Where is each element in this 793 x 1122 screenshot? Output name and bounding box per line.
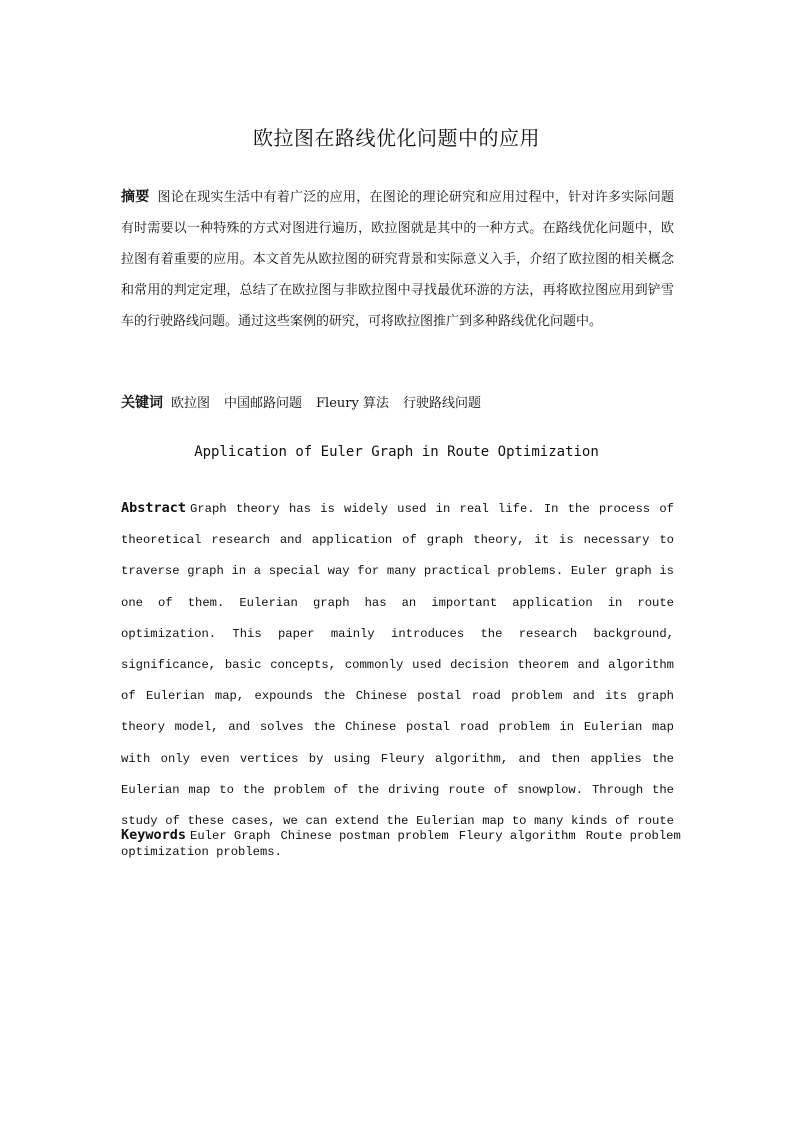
chinese-title: 欧拉图在路线优化问题中的应用: [253, 126, 540, 150]
english-keyword: Fleury algorithm: [458, 829, 576, 843]
english-keywords-label: Keywords: [121, 827, 187, 843]
english-title: Application of Euler Graph in Route Optimization: [194, 444, 599, 460]
english-keywords: [121, 823, 681, 848]
english-keyword: Euler Graph: [190, 829, 271, 843]
chinese-keyword: 欧拉图: [171, 396, 211, 411]
chinese-abstract-label: 摘要: [121, 189, 150, 205]
english-abstract: [121, 493, 674, 868]
chinese-keyword: Fleury 算法: [316, 396, 389, 411]
english-abstract-label: Abstract: [121, 500, 187, 516]
chinese-keyword: 中国邮路问题: [224, 396, 303, 411]
chinese-abstract: [121, 182, 674, 337]
chinese-keywords-label: 关键词: [121, 395, 163, 411]
english-keyword: Route problem: [585, 829, 681, 843]
english-keyword: Chinese postman problem: [280, 829, 449, 843]
english-abstract-text: Graph theory has is widely used in real life. In the process of theoretical research and application of graph theory, it is necessary to traverse graph in a special way for many practical problems. Euler graph is one of them. Eulerian graph has an important application in route optimization. This paper mainly introduces the research background, significance, basic concepts, commonly used decision theorem and algorithm of Eulerian map, expounds the Chinese postal road problem and its graph theory model, and solves the Chinese postal road problem in Eulerian map with only even vertices by using Fleury algorithm, and then applies the Eulerian map to the problem of the driving route of snowplow. Through the study of these cases, we can extend the Eulerian map to many kinds of route optimization problems.: [121, 502, 674, 860]
chinese-abstract-text: 图论在现实生活中有着广泛的应用，在图论的理论研究和应用过程中，针对许多实际问题有时需要以一种特殊的方式对图进行遍历，欧拉图就是其中的一种方式。在路线优化问题中，欧拉图有着重要的应用。本文首先从欧拉图的研究背景和实际意义入手，介绍了欧拉图的相关概念和常用的判定定理，总结了在欧拉图与非欧拉图中寻找最优环游的方法，再将欧拉图应用到铲雪车的行驶路线问题。通过这些案例的研究，可将欧拉图推广到多种路线优化问题中。: [121, 190, 674, 329]
chinese-keywords: [121, 390, 674, 417]
chinese-keyword: 行驶路线问题: [402, 396, 481, 411]
